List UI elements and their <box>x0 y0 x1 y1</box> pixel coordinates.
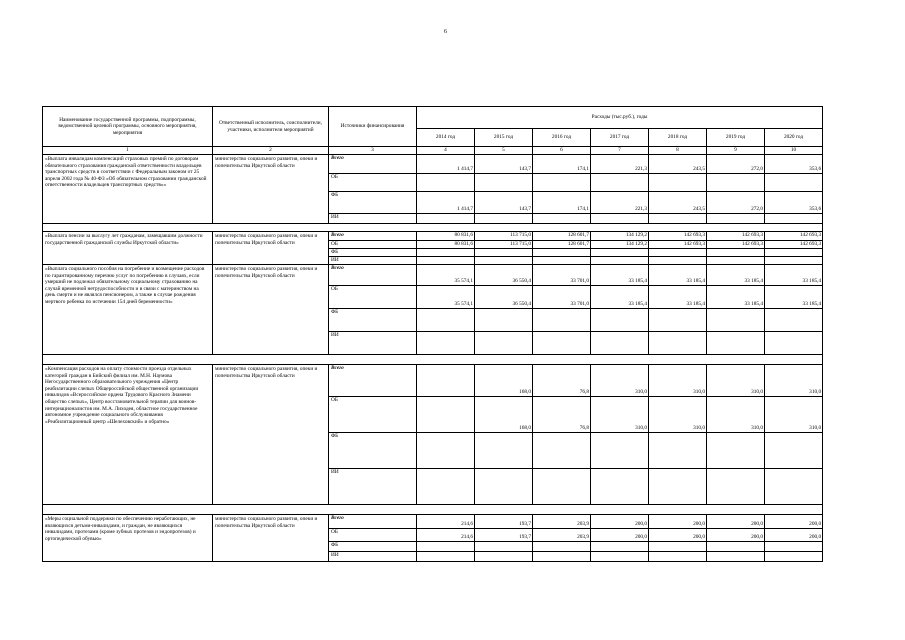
expense-value <box>707 433 765 469</box>
expense-value <box>417 309 475 332</box>
expense-value <box>475 257 533 265</box>
expense-value <box>591 469 649 505</box>
executor: министерство социального развития, опеки и попечительства Иркутской области <box>213 365 329 505</box>
expense-value: 200,0 <box>591 515 649 529</box>
expense-value: 80 831,6 <box>417 241 475 249</box>
expense-value: 113 715,0 <box>475 232 533 241</box>
expense-value <box>533 469 591 505</box>
expense-value: 174,1 <box>533 192 591 214</box>
expense-value <box>591 332 649 355</box>
executor: министерство социального развития, опеки и попечительства Иркутской области <box>213 265 329 355</box>
funding-source: ФБ <box>329 249 417 257</box>
expense-value <box>765 433 823 469</box>
expense-value: 221,3 <box>591 155 649 174</box>
expense-value <box>765 469 823 505</box>
expense-value: 35 574,1 <box>417 265 475 286</box>
expense-value <box>765 309 823 332</box>
expense-value <box>591 542 649 552</box>
funding-source: ОБ <box>329 286 417 309</box>
column-number: 9 <box>707 147 765 155</box>
program-name: «Меры социальной поддержки по обеспечению неработающих, не являющихся детьми-инвалидами, и граждан, не являющихся инвалидами, протезами (кроме зубных протезов и эндопротезов) и ортопедической обувью» <box>43 515 213 562</box>
executor: министерство социального развития, опеки и попечительства Иркутской области <box>213 232 329 265</box>
expense-value: 33 185,4 <box>765 265 823 286</box>
expense-value <box>475 174 533 192</box>
funding-source: ИИ <box>329 257 417 265</box>
expense-value: 142 693,3 <box>707 241 765 249</box>
expense-value: 1 414,7 <box>417 155 475 174</box>
funding-source: Всего <box>329 365 417 397</box>
expense-value <box>417 433 475 469</box>
expense-value: 142 693,3 <box>707 232 765 241</box>
expense-value: 243,5 <box>649 192 707 214</box>
expense-value: 310,0 <box>707 397 765 433</box>
expense-value: 35 574,1 <box>417 286 475 309</box>
funding-source: Всего <box>329 232 417 241</box>
column-number: 3 <box>329 147 417 155</box>
expense-value <box>591 174 649 192</box>
expense-value: 353,6 <box>765 155 823 174</box>
expense-value: 143,7 <box>475 192 533 214</box>
expense-value <box>707 214 765 224</box>
expense-value: 221,3 <box>591 192 649 214</box>
expense-value: 272,0 <box>707 192 765 214</box>
expense-value: 80 831,6 <box>417 232 475 241</box>
expense-value: 143,7 <box>475 155 533 174</box>
expense-value: 193,7 <box>475 515 533 529</box>
header-year: 2019 год <box>707 129 765 147</box>
expense-value: 310,0 <box>649 365 707 397</box>
expense-value <box>765 249 823 257</box>
expense-value <box>533 257 591 265</box>
header-year: 2014 год <box>417 129 475 147</box>
funding-source: ФБ <box>329 309 417 332</box>
expense-value: 200,0 <box>649 529 707 542</box>
expense-value: 310,0 <box>591 365 649 397</box>
funding-source: Всего <box>329 265 417 286</box>
expense-value: 33 185,4 <box>649 286 707 309</box>
expense-value: 128 601,7 <box>533 241 591 249</box>
funding-source: ОБ <box>329 174 417 192</box>
expense-value <box>417 469 475 505</box>
expense-value: 200,0 <box>707 529 765 542</box>
expense-value: 33 701,0 <box>533 265 591 286</box>
expense-value <box>707 332 765 355</box>
funding-source: ОБ <box>329 241 417 249</box>
expense-value: 168,0 <box>475 397 533 433</box>
expense-value <box>591 249 649 257</box>
table-row <box>43 232 823 241</box>
column-number: 2 <box>213 147 329 155</box>
program-name: «Выплата социального пособия на погребение и возмещение расходов по гарантированному перечню услуг по погребению в случаях, если умерший не подлежал обязательному социальному страхованию на случай временной нетрудоспособности и в связи с материнством на день смерти и не являлся пенсионером, а также в случае рождения мертвого ребенка по истечении 154 дней беременности» <box>43 265 213 355</box>
expense-value <box>533 542 591 552</box>
header-name: Наименование государственной программы, подпрограммы, ведомственной целевой программы, основного мероприятия, мероприятия <box>43 107 213 147</box>
expense-value <box>475 214 533 224</box>
expense-value <box>707 469 765 505</box>
column-number: 5 <box>475 147 533 155</box>
funding-source: Всего <box>329 155 417 174</box>
table-row <box>43 155 823 174</box>
expense-value <box>417 257 475 265</box>
expense-value: 203,9 <box>533 529 591 542</box>
funding-source: ИИ <box>329 332 417 355</box>
expense-value <box>475 309 533 332</box>
expense-value <box>475 332 533 355</box>
expense-value <box>649 469 707 505</box>
program-name: «Компенсация расходов на оплату стоимости проезда отдельных категорий граждан в Бийский филиал им. М.Н. Наумова Негосударственного образовательного учреждения «Центр реабилитации слепых Общероссийской общественной организации инвалидов «Всероссийское ордена Трудового Красного Знамени общество слепых», Центр восстановительной терапии для воинов-интернационалистов им. М.А. Лиходея, областное государственное автономное учреждение социального обслуживания «Реабилитационный центр «Шелеховский» и обратно» <box>43 365 213 505</box>
expense-value <box>591 552 649 562</box>
column-number: 10 <box>765 147 823 155</box>
expense-value <box>707 552 765 562</box>
expense-value: 76,8 <box>533 397 591 433</box>
expense-value <box>649 249 707 257</box>
expense-value <box>475 552 533 562</box>
funding-source: ФБ <box>329 542 417 552</box>
column-number: 8 <box>649 147 707 155</box>
expense-value: 174,1 <box>533 155 591 174</box>
expense-value: 33 185,4 <box>649 265 707 286</box>
expense-value <box>707 174 765 192</box>
expense-value <box>417 214 475 224</box>
header-expenses: Расходы (тыс.руб.), годы <box>417 107 823 129</box>
expense-value: 33 185,4 <box>707 265 765 286</box>
header-year: 2018 год <box>649 129 707 147</box>
expense-value <box>649 174 707 192</box>
expense-value <box>417 174 475 192</box>
header-year: 2020 год <box>765 129 823 147</box>
expense-value: 200,0 <box>649 515 707 529</box>
expense-value: 203,9 <box>533 515 591 529</box>
expense-value <box>533 309 591 332</box>
header-source: Источники финансирования <box>329 107 417 147</box>
funding-source: ФБ <box>329 192 417 214</box>
expense-value <box>475 542 533 552</box>
funding-source: Всего <box>329 515 417 529</box>
expense-value: 1 414,7 <box>417 192 475 214</box>
expense-value: 33 185,4 <box>707 286 765 309</box>
funding-source: ОБ <box>329 397 417 433</box>
funding-source: ИИ <box>329 552 417 562</box>
spacer <box>43 505 823 515</box>
expense-value <box>417 552 475 562</box>
funding-source: ОБ <box>329 529 417 542</box>
expense-value: 33 701,0 <box>533 286 591 309</box>
expense-value <box>765 332 823 355</box>
funding-source: ФБ <box>329 433 417 469</box>
expense-value <box>591 309 649 332</box>
expense-value: 76,8 <box>533 365 591 397</box>
expense-value: 128 601,7 <box>533 232 591 241</box>
expense-value <box>649 257 707 265</box>
table-row <box>43 365 823 397</box>
expense-value <box>533 214 591 224</box>
expense-value: 33 185,4 <box>591 286 649 309</box>
expense-value <box>765 174 823 192</box>
expense-value: 168,0 <box>475 365 533 397</box>
expense-value <box>533 552 591 562</box>
page-number: 6 <box>444 29 447 35</box>
expense-value: 310,0 <box>765 397 823 433</box>
expense-value: 200,0 <box>765 529 823 542</box>
funding-source: ИИ <box>329 469 417 505</box>
expense-value: 272,0 <box>707 155 765 174</box>
expense-value <box>765 542 823 552</box>
expense-value <box>591 214 649 224</box>
expense-value: 142 693,3 <box>765 241 823 249</box>
expense-value <box>649 332 707 355</box>
expense-value <box>475 433 533 469</box>
expense-value <box>765 552 823 562</box>
expense-value <box>707 542 765 552</box>
expense-value: 134 129,2 <box>591 232 649 241</box>
expense-value: 142 693,3 <box>649 241 707 249</box>
table-row <box>43 515 823 529</box>
expense-value <box>417 249 475 257</box>
column-number: 7 <box>591 147 649 155</box>
expense-value: 113 715,0 <box>475 241 533 249</box>
column-number: 6 <box>533 147 591 155</box>
executor: министерство социального развития, опеки и попечительства Иркутской области <box>213 155 329 224</box>
expense-value <box>649 552 707 562</box>
expense-value <box>591 257 649 265</box>
expense-value: 33 185,4 <box>591 265 649 286</box>
expense-value <box>649 309 707 332</box>
expense-value: 310,0 <box>707 365 765 397</box>
header-executor: Ответственный исполнитель, соисполнители, участники, исполнители мероприятий <box>213 107 329 147</box>
expense-value: 142 693,3 <box>649 232 707 241</box>
expense-value: 243,5 <box>649 155 707 174</box>
expense-value <box>649 433 707 469</box>
expense-value: 200,0 <box>591 529 649 542</box>
spacer <box>43 224 823 232</box>
expense-value: 36 550,4 <box>475 286 533 309</box>
expense-value: 310,0 <box>591 397 649 433</box>
expense-value <box>707 257 765 265</box>
table-row <box>43 265 823 286</box>
column-number: 4 <box>417 147 475 155</box>
expense-value: 33 185,4 <box>765 286 823 309</box>
expense-value <box>533 249 591 257</box>
spacer <box>43 355 823 365</box>
expense-value: 200,0 <box>707 515 765 529</box>
program-name: «Выплата пенсии за выслугу лет гражданам, замещавшим должности государственной гражданской службы Иркутской области» <box>43 232 213 265</box>
expense-value: 36 550,4 <box>475 265 533 286</box>
expense-value <box>475 469 533 505</box>
header-year: 2016 год <box>533 129 591 147</box>
expense-value: 310,0 <box>649 397 707 433</box>
expense-value <box>533 174 591 192</box>
expense-value <box>707 309 765 332</box>
funding-source: ИИ <box>329 214 417 224</box>
expense-value: 134 129,2 <box>591 241 649 249</box>
executor: министерство социального развития, опеки и попечительства Иркутской области <box>213 515 329 562</box>
expense-value <box>475 249 533 257</box>
expenses-table <box>42 106 823 562</box>
expense-value <box>417 397 475 433</box>
expense-value: 200,0 <box>765 515 823 529</box>
header-year: 2015 год <box>475 129 533 147</box>
expense-value <box>765 257 823 265</box>
expense-value: 214,6 <box>417 515 475 529</box>
expense-value: 142 693,3 <box>765 232 823 241</box>
column-number: 1 <box>43 147 213 155</box>
expense-value: 214,6 <box>417 529 475 542</box>
expense-value: 353,6 <box>765 192 823 214</box>
expense-value <box>417 365 475 397</box>
expense-value <box>533 332 591 355</box>
expense-value <box>765 214 823 224</box>
program-name: «Выплата инвалидам компенсаций страховых премий по договорам обязательного страхования гражданской ответственности владельцев транспортных средств в соответствии с Федеральным законом от 25 апреля 2002 года № 40-ФЗ «Об обязательном страховании гражданской ответственности владельцев транспортных средств»» <box>43 155 213 224</box>
expense-value <box>417 332 475 355</box>
expense-value <box>707 249 765 257</box>
expense-value: 310,0 <box>765 365 823 397</box>
expense-value <box>649 214 707 224</box>
header-year: 2017 год <box>591 129 649 147</box>
expense-value <box>533 433 591 469</box>
expense-value <box>649 542 707 552</box>
expense-value <box>417 542 475 552</box>
expense-value: 193,7 <box>475 529 533 542</box>
expense-value <box>591 433 649 469</box>
